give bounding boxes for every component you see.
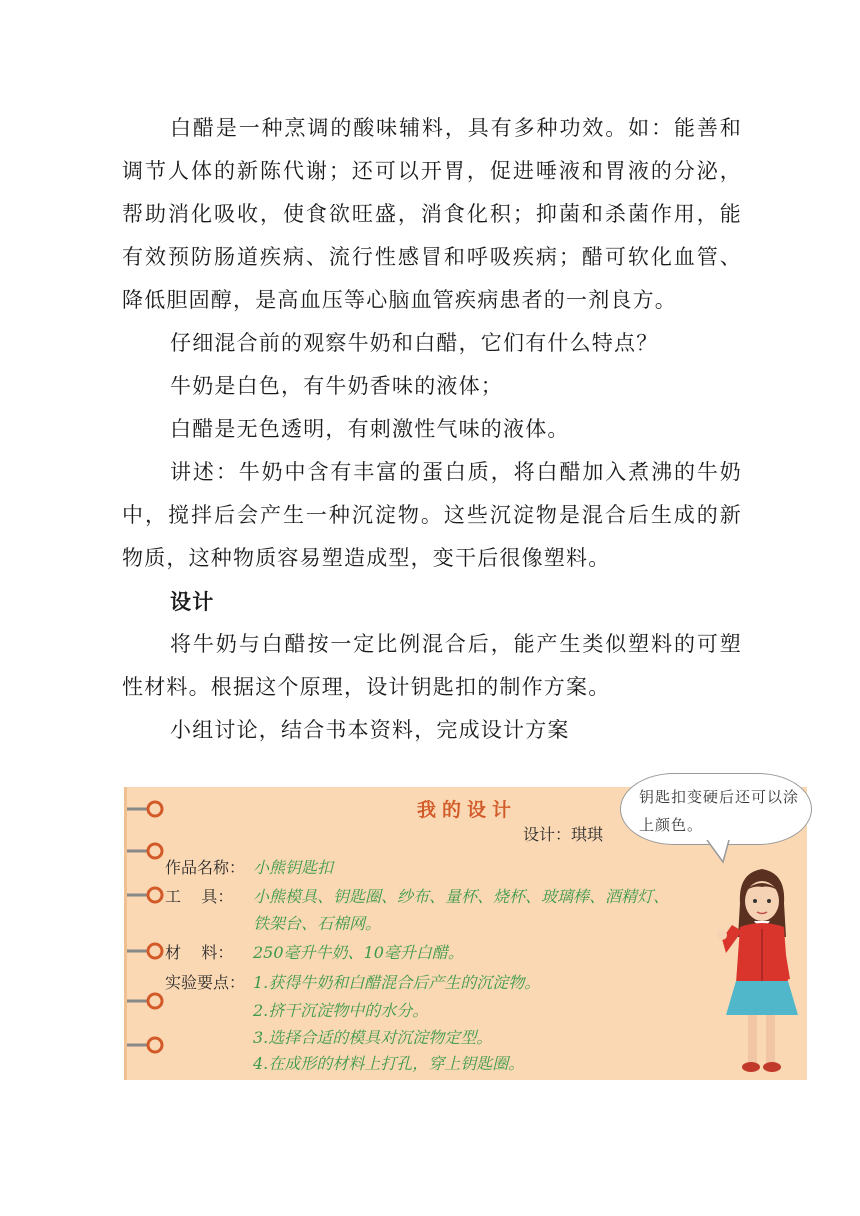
card-title: 我的设计	[417, 799, 518, 821]
section-heading: 设计	[170, 589, 215, 614]
row-value: 1.获得牛奶和白醋混合后产生的沉淀物。	[253, 973, 541, 992]
row-value: 小熊钥匙扣	[253, 858, 334, 877]
row-value: 小熊模具、钥匙圈、纱布、量杯、烧杯、玻璃棒、酒精灯、	[253, 887, 670, 906]
paragraph-vinegar: 白醋是无色透明，有刺激性气味的液体。	[170, 417, 570, 441]
row-value: 250毫升牛奶、10毫升白醋。	[253, 943, 464, 962]
row-value: 铁架台、石棉网。	[253, 914, 382, 933]
row-label: 实验要点：	[165, 973, 246, 992]
row-value: 3.选择合适的模具对沉淀物定型。	[253, 1028, 493, 1047]
paragraph-milk: 牛奶是白色，有牛奶香味的液体；	[170, 374, 503, 398]
row-label: 作品名称：	[165, 858, 246, 877]
paragraph-vinegar-intro: 白醋是一种烹调的酸味辅料，具有多种功效。如：能善和调节人体的新陈代谢；还可以开胃，促进唾液和胃液的分泌，帮助消化吸收，使食欲旺盛，消食化积；抑菌和杀菌作用，能有效预防肠道疾病、流行性感冒和呼吸疾病；醋可软化血管、降低胆固醇，是高血压等心脑血管疾病患者的一剂良方。	[122, 116, 742, 312]
paragraph-explanation: 讲述：牛奶中含有丰富的蛋白质，将白醋加入煮沸的牛奶中，搅拌后会产生一种沉淀物。这些沉淀物是混合后生成的新物质，这种物质容易塑造成型，变干后很像塑料。	[122, 460, 742, 570]
spiral-ring-icon	[127, 1033, 169, 1057]
row-value: 2.挤干沉淀物中的水分。	[253, 1001, 429, 1020]
spiral-ring-icon	[127, 989, 169, 1013]
paragraph-discussion: 小组讨论，结合书本资料，完成设计方案	[170, 718, 570, 742]
speech-bubble	[620, 773, 812, 845]
row-label: 材 料：	[165, 943, 234, 962]
speech-bubble-text: 钥匙扣变硬后还可以涂上颜色。	[639, 788, 800, 834]
designer-credit: 设计：琪琪	[523, 825, 604, 844]
paragraph-question: 仔细混合前的观察牛奶和白醋，它们有什么特点？	[170, 331, 659, 355]
girl-illustration	[710, 855, 810, 1080]
row-value: 4.在成形的材料上打孔，穿上钥匙圈。	[253, 1054, 525, 1073]
spiral-ring-icon	[127, 939, 169, 963]
paragraph-principle: 将牛奶与白醋按一定比例混合后，能产生类似塑料的可塑性材料。根据这个原理，设计钥匙扣的制作方案。	[122, 632, 742, 699]
row-label: 工 具：	[165, 887, 234, 906]
spiral-ring-icon	[127, 839, 169, 863]
spiral-ring-icon	[127, 883, 169, 907]
body-text	[122, 107, 742, 752]
spiral-ring-icon	[127, 797, 169, 821]
